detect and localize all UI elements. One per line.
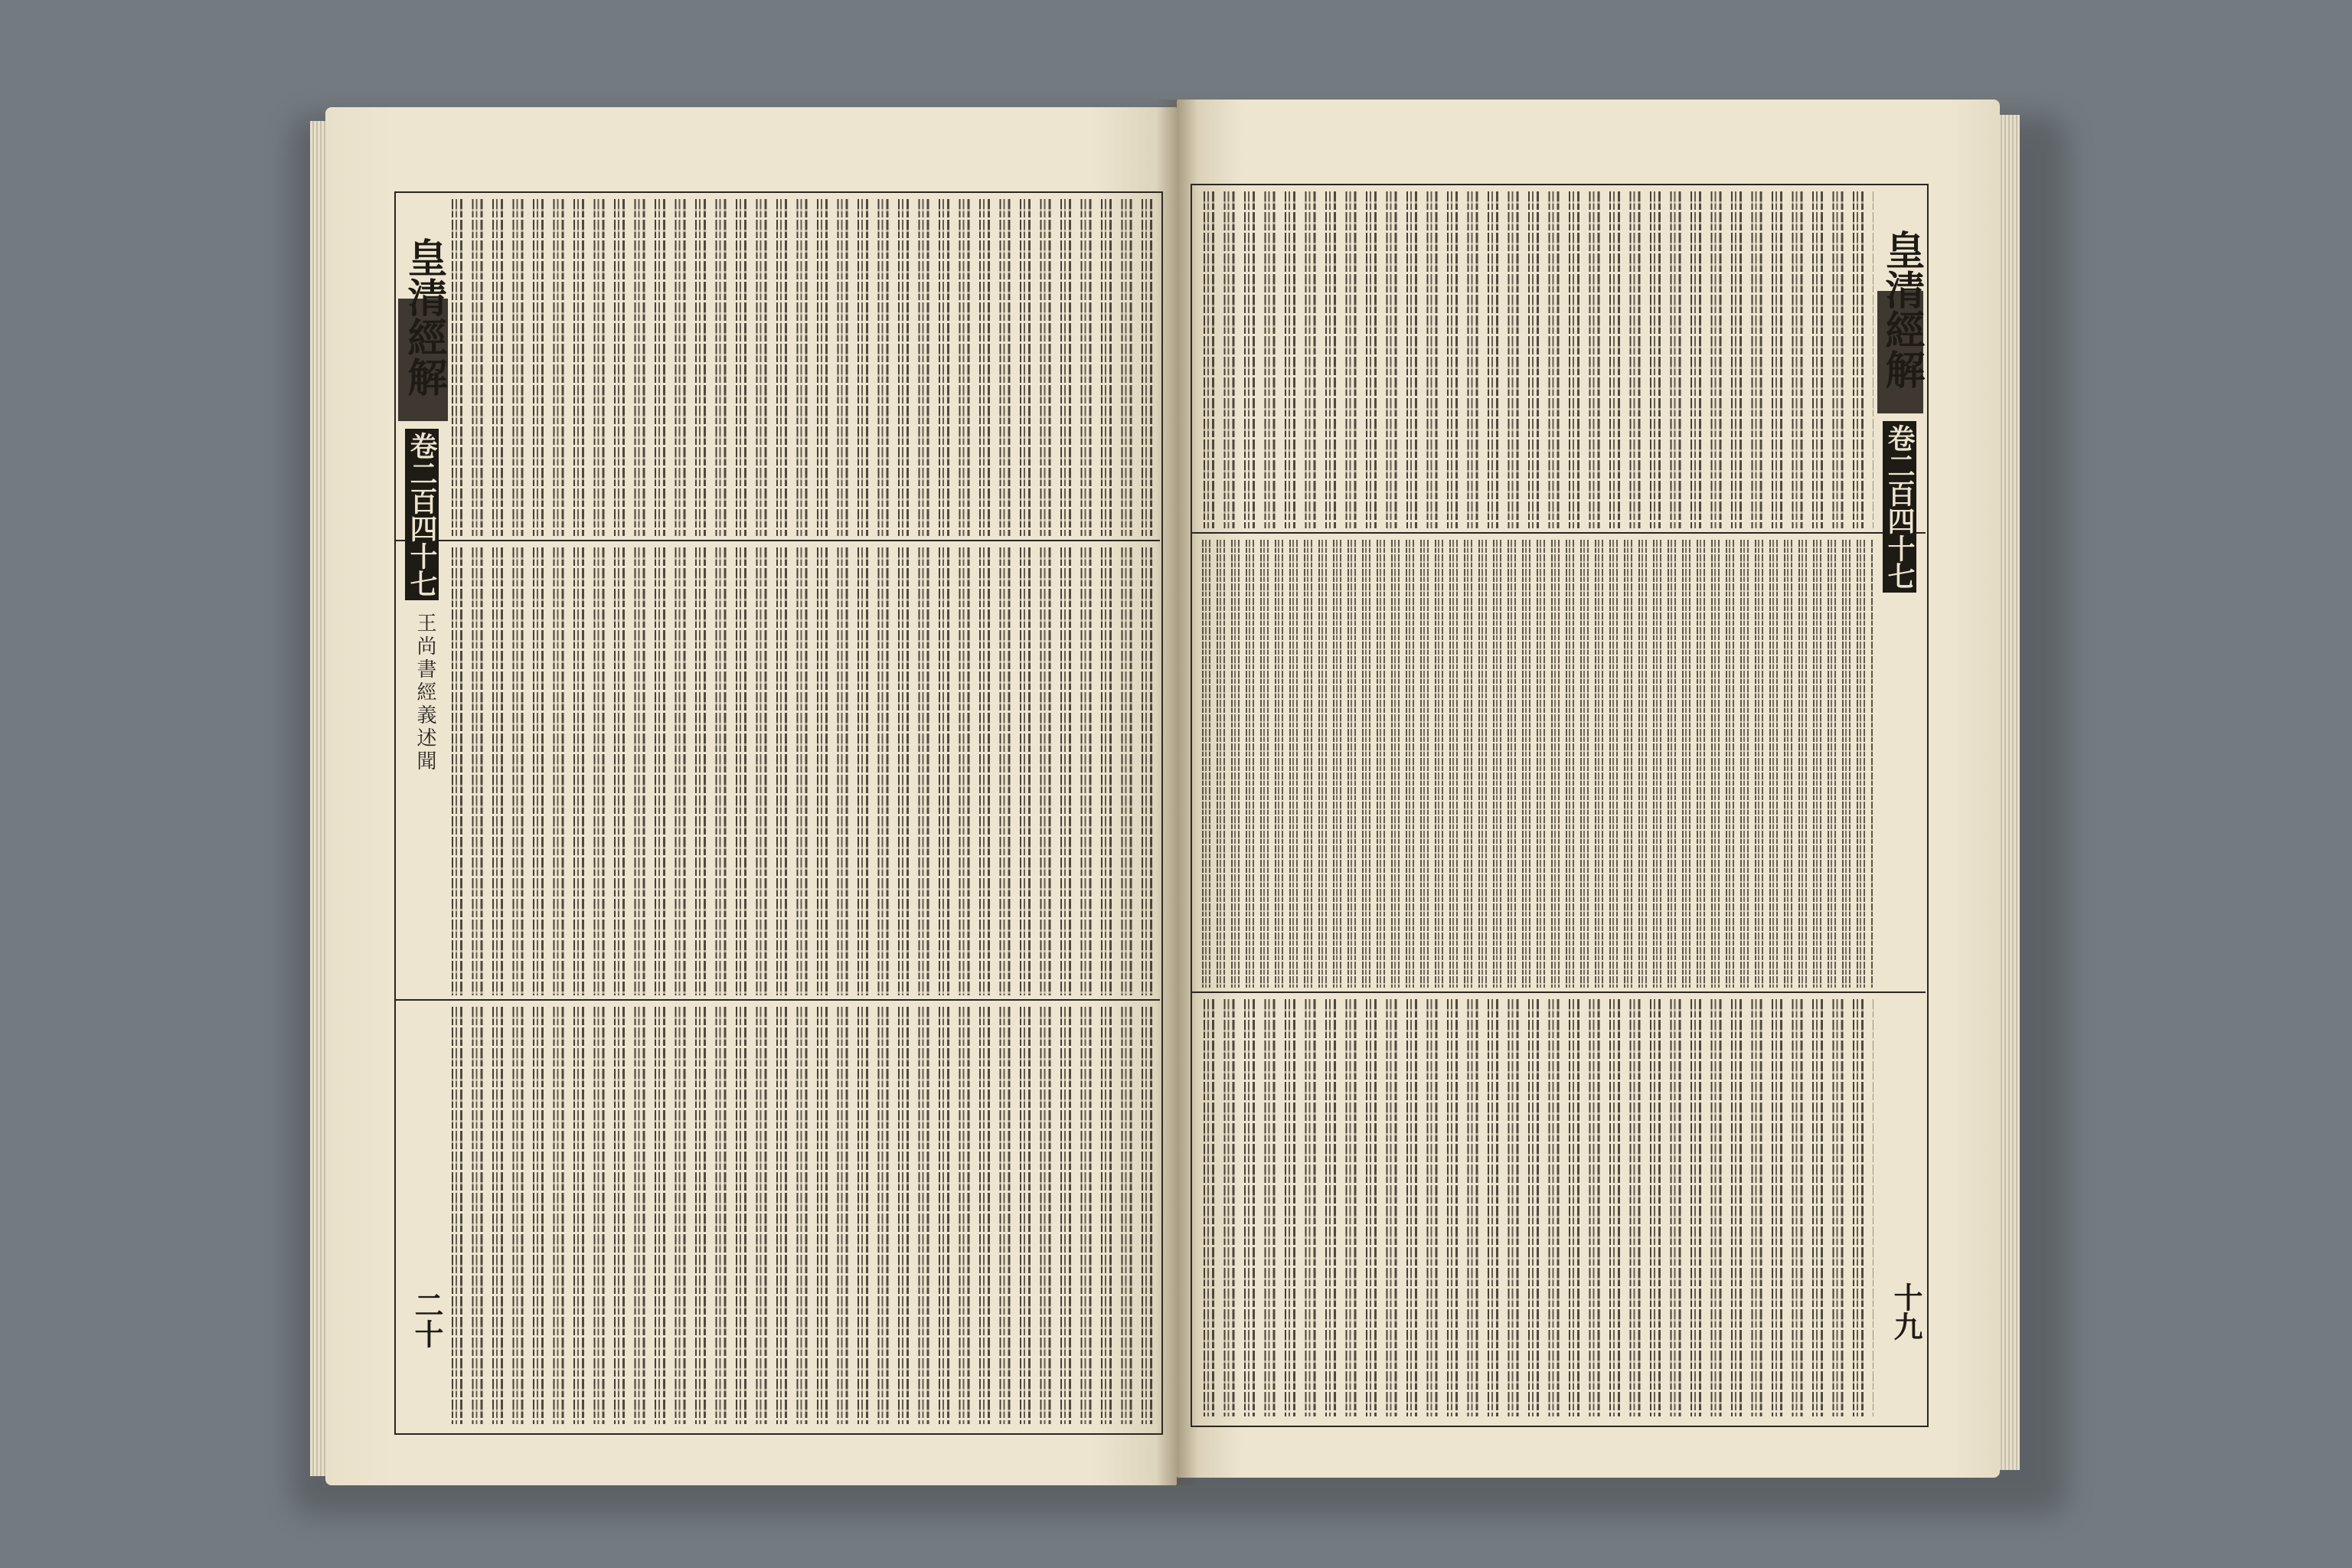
left-text-middle xyxy=(448,547,1152,995)
left-author-work: 王尚書經義述聞 xyxy=(413,612,436,773)
left-running-title: 皇清經解 xyxy=(400,237,447,397)
right-register-rule-1 xyxy=(1192,532,1926,534)
left-register-rule-2 xyxy=(396,999,1160,1001)
right-page xyxy=(1177,100,2000,1478)
right-running-title: 皇清經解 xyxy=(1878,230,1925,389)
right-volume-number: 卷二百四十七 xyxy=(1883,421,1916,593)
left-volume-number: 卷二百四十七 xyxy=(405,429,439,600)
right-text-middle xyxy=(1200,540,1873,988)
left-text-lower xyxy=(448,1007,1152,1424)
book-gutter xyxy=(1156,100,1198,1485)
right-folio: 十九 xyxy=(1889,1282,1923,1341)
left-page xyxy=(325,107,1177,1485)
left-register-rule-1 xyxy=(396,540,1160,541)
right-text-upper xyxy=(1200,191,1873,528)
left-folio: 二十 xyxy=(410,1290,444,1348)
right-text-lower xyxy=(1200,999,1873,1416)
left-text-upper xyxy=(448,199,1152,536)
right-register-rule-2 xyxy=(1192,991,1926,993)
